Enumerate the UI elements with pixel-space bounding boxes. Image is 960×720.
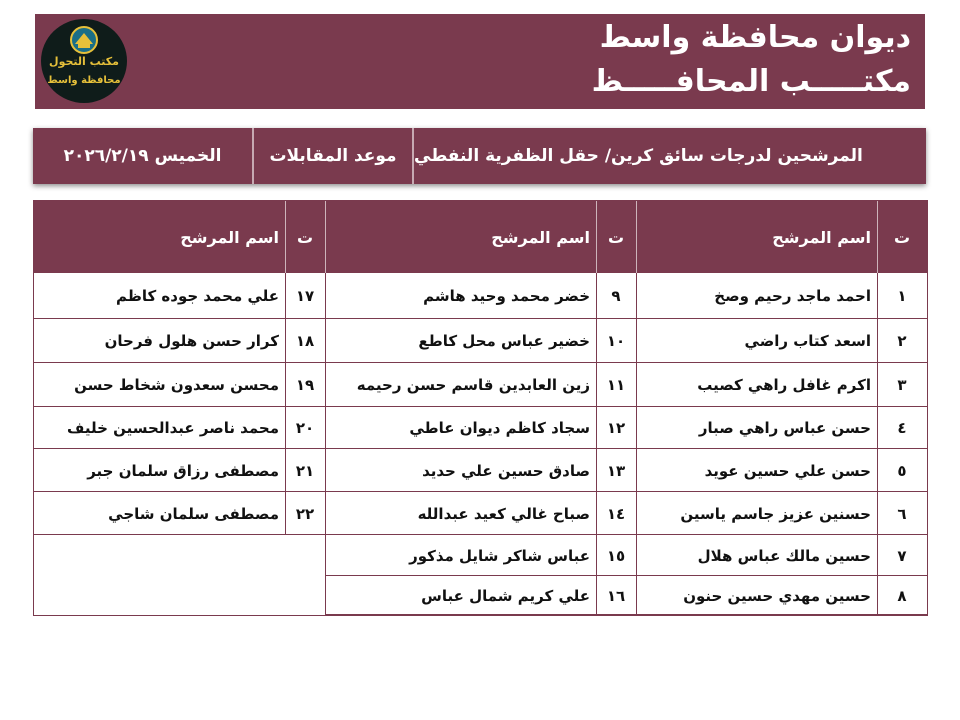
row-number: ١١ [606, 376, 626, 394]
candidate-name: اكرم غافل راهي كصيب [697, 376, 871, 394]
row-number: ٢١ [295, 461, 315, 480]
row-number: ١٠ [606, 332, 626, 350]
row-number: ٧ [897, 546, 907, 565]
office-title: مكتـــــب المحافـــــظ [591, 64, 911, 99]
candidate-name: صادق حسين علي حديد [422, 461, 590, 480]
header-column-divider [325, 201, 326, 273]
header-column-divider [877, 201, 878, 273]
group-divider [325, 273, 326, 615]
row-number: ١٧ [295, 287, 315, 305]
header-candidate-name: اسم المرشح [772, 227, 871, 247]
candidate-name: سجاد كاظم ديوان عاطي [409, 419, 590, 437]
row-divider [34, 534, 325, 535]
header-number: ت [607, 227, 625, 247]
candidate-name: صباح غالي كعيد عبدالله [417, 504, 590, 523]
logo-subtitle: محافظة واسط [47, 75, 121, 86]
governorate-title: ديوان محافظة واسط [599, 20, 911, 55]
row-number: ٢٢ [295, 504, 315, 523]
row-number: ٨ [897, 586, 907, 605]
header-column-divider [636, 201, 637, 273]
row-number: ١٣ [606, 461, 626, 480]
candidate-name: حسنين عزيز جاسم ياسين [680, 504, 871, 523]
candidate-name: علي محمد جوده كاظم [115, 287, 279, 305]
row-number: ١٦ [606, 586, 626, 605]
row-number: ٩ [611, 287, 621, 305]
interview-date-label: موعد المقابلات [269, 146, 397, 166]
header-column-divider [285, 201, 286, 273]
row-number: ٦ [897, 504, 907, 523]
candidate-name: حسين مهدي حسين حنون [683, 586, 871, 605]
emblem-icon [69, 25, 99, 55]
header-number: ت [893, 227, 911, 247]
header-candidate-name: اسم المرشح [491, 227, 590, 247]
candidate-name: محمد ناصر عبدالحسين خليف [67, 419, 279, 437]
row-number: ١٤ [606, 504, 626, 523]
candidate-name: خضر محمد وحيد هاشم [423, 287, 590, 305]
candidate-name: حسين مالك عباس هلال [697, 546, 871, 565]
header-number: ت [296, 227, 314, 247]
candidate-name: حسن علي حسين عويد [704, 461, 871, 480]
candidate-name: كرار حسن هلول فرحان [104, 332, 279, 350]
candidate-name: احمد ماجد رحيم وصخ [714, 287, 871, 305]
row-divider [636, 614, 927, 615]
group-divider [636, 273, 637, 615]
row-number: ٥ [897, 461, 907, 480]
office-logo [41, 19, 127, 103]
row-number: ٢ [897, 332, 907, 350]
candidate-name: حسن عباس راهي صبار [698, 419, 871, 437]
candidate-name: زين العابدين قاسم حسن رحيمه [356, 376, 590, 394]
logo-title: مكتب التحول [49, 55, 119, 68]
row-number: ١٢ [606, 419, 626, 437]
row-number: ٣ [897, 376, 907, 394]
candidate-name: مصطفى رزاق سلمان جبر [87, 461, 279, 480]
row-number: ١٥ [606, 546, 626, 565]
header-banner [35, 14, 925, 109]
row-number: ١ [897, 287, 907, 305]
announcement-bar [33, 128, 926, 184]
header-column-divider [596, 201, 597, 273]
candidate-name: مصطفى سلمان شاجي [108, 504, 279, 523]
row-number: ٢٠ [295, 419, 315, 437]
row-number: ١٨ [295, 332, 315, 350]
candidates-table [33, 200, 928, 616]
candidate-name: اسعد كتاب راضي [744, 332, 871, 350]
candidate-name: خضير عباس محل كاطع [418, 332, 590, 350]
announcement-title: المرشحين لدرجات سائق كرين/ حقل الظفرية النفطي [414, 146, 863, 166]
interview-date: الخميس ٢٠٢٦/٢/١٩ [63, 146, 222, 166]
row-number: ١٩ [295, 376, 315, 394]
row-divider [325, 614, 636, 615]
candidate-name: محسن سعدون شخاط حسن [74, 376, 279, 394]
candidate-name: عباس شاكر شايل مذكور [409, 546, 590, 565]
row-number: ٤ [897, 419, 907, 437]
candidate-name: علي كريم شمال عباس [421, 586, 590, 605]
header-candidate-name: اسم المرشح [180, 227, 279, 247]
